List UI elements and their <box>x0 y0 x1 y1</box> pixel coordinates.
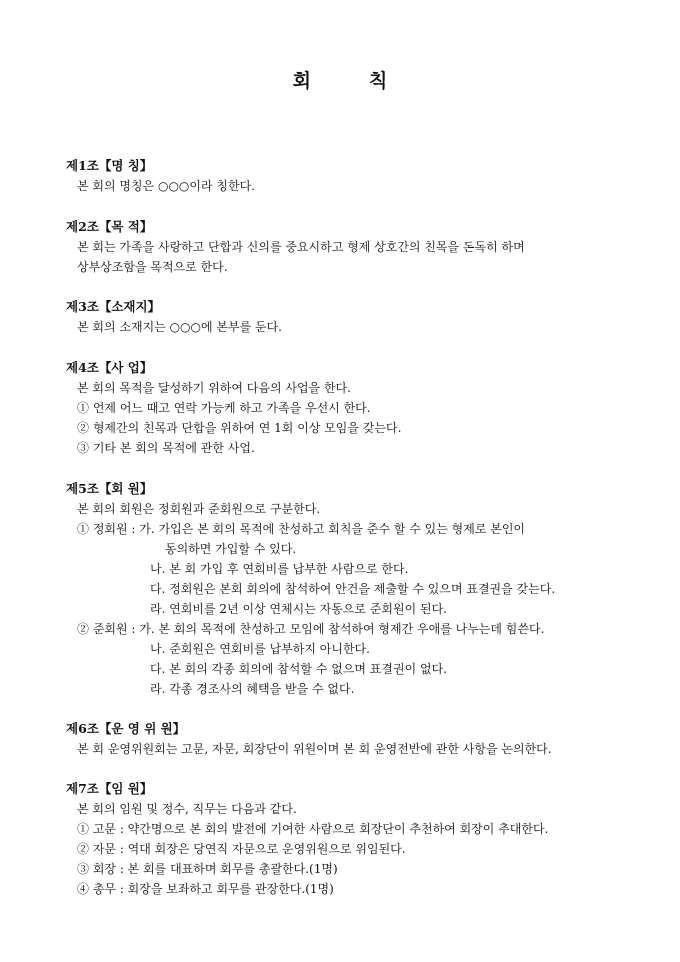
article-line: 본 회의 회원은 정회원과 준회원으로 구분한다. <box>77 502 321 516</box>
article-line: 다. 본 회의 각종 회의에 참석할 수 없으며 표결권이 없다. <box>150 662 447 676</box>
article-line: 라. 각종 경조사의 혜택을 받을 수 없다. <box>150 682 355 696</box>
article-7 <box>66 781 548 899</box>
article-line: 나. 본 회 가입 후 연회비를 납부한 사람으로 한다. <box>150 562 409 576</box>
title-char-right: 칙 <box>369 70 388 92</box>
article-heading: 제5조【회 원】 <box>66 481 153 496</box>
article-line: 라. 연회비를 2년 이상 연체시는 자동으로 준회원이 된다. <box>150 602 447 616</box>
article-2 <box>66 219 525 277</box>
page-title <box>0 66 680 93</box>
article-line: 본 회의 목적을 달성하기 위하여 다음의 사업을 한다. <box>77 381 351 395</box>
article-line: ② 준회원 : 가. 본 회의 목적에 찬성하고 모임에 참석하여 형제간 우애를 나누는데 힘쓴다. <box>77 622 545 636</box>
article-line: ② 자문 : 역대 회장은 당연직 자문으로 운영위원으로 위임된다. <box>77 842 406 856</box>
article-line: 다. 정회원은 본회 회의에 참석하여 안건을 제출할 수 있으며 표결권을 갖는다. <box>150 582 556 596</box>
title-char-left: 회 <box>292 70 311 92</box>
article-heading: 제7조【임 원】 <box>66 781 153 796</box>
article-heading: 제1조【명 칭】 <box>66 158 153 173</box>
article-line: ② 형제간의 친목과 단합을 위하여 연 1회 이상 모임을 갖는다. <box>77 421 402 435</box>
article-line: 본 회의 임원 및 정수, 직무는 다음과 같다. <box>77 802 297 816</box>
article-line: 상부상조함을 목적으로 한다. <box>77 260 228 274</box>
article-line: 본 회 운영위원회는 고문, 자문, 회장단이 위원이며 본 회 운영전반에 관한 사항을 논의한다. <box>77 742 552 756</box>
article-1 <box>66 158 255 196</box>
article-line: 본 회의 명칭은 ○○○이라 칭한다. <box>77 179 255 193</box>
article-line: 본 회의 소재지는 ○○○에 본부를 둔다. <box>77 320 282 334</box>
article-line: ③ 회장 : 본 회를 대표하며 회무를 총괄한다.(1명) <box>77 862 338 876</box>
article-line: ① 언제 어느 때고 연락 가능케 하고 가족을 우선시 한다. <box>77 401 371 415</box>
article-heading: 제6조【운 영 위 원】 <box>66 721 186 736</box>
article-6 <box>66 721 552 759</box>
article-5 <box>66 481 555 699</box>
article-3 <box>66 299 282 337</box>
article-line: 본 회는 가족을 사랑하고 단합과 신의를 중요시하고 형제 상호간의 친목을 돈독히 하며 <box>77 240 525 254</box>
article-line: ④ 총무 : 회장을 보좌하고 회무를 관장한다.(1명) <box>77 882 334 896</box>
article-line: ③ 기타 본 회의 목적에 관한 사업. <box>77 441 255 455</box>
article-4 <box>66 360 401 458</box>
article-line: ① 고문 : 약간명으로 본 회의 발전에 기여한 사람으로 회장단이 추천하여 회장이 추대한다. <box>77 822 549 836</box>
article-heading: 제3조【소재지】 <box>66 299 161 314</box>
article-line: 나. 준회원은 연회비를 납부하지 아니한다. <box>150 642 370 656</box>
article-line: ① 정회원 : 가. 가입은 본 회의 목적에 찬성하고 회칙을 준수 할 수 있는 형제로 본인이 <box>77 522 526 536</box>
article-line: 동의하면 가입할 수 있다. <box>165 542 297 556</box>
article-heading: 제2조【목 적】 <box>66 219 153 234</box>
article-heading: 제4조【사 업】 <box>66 360 153 375</box>
